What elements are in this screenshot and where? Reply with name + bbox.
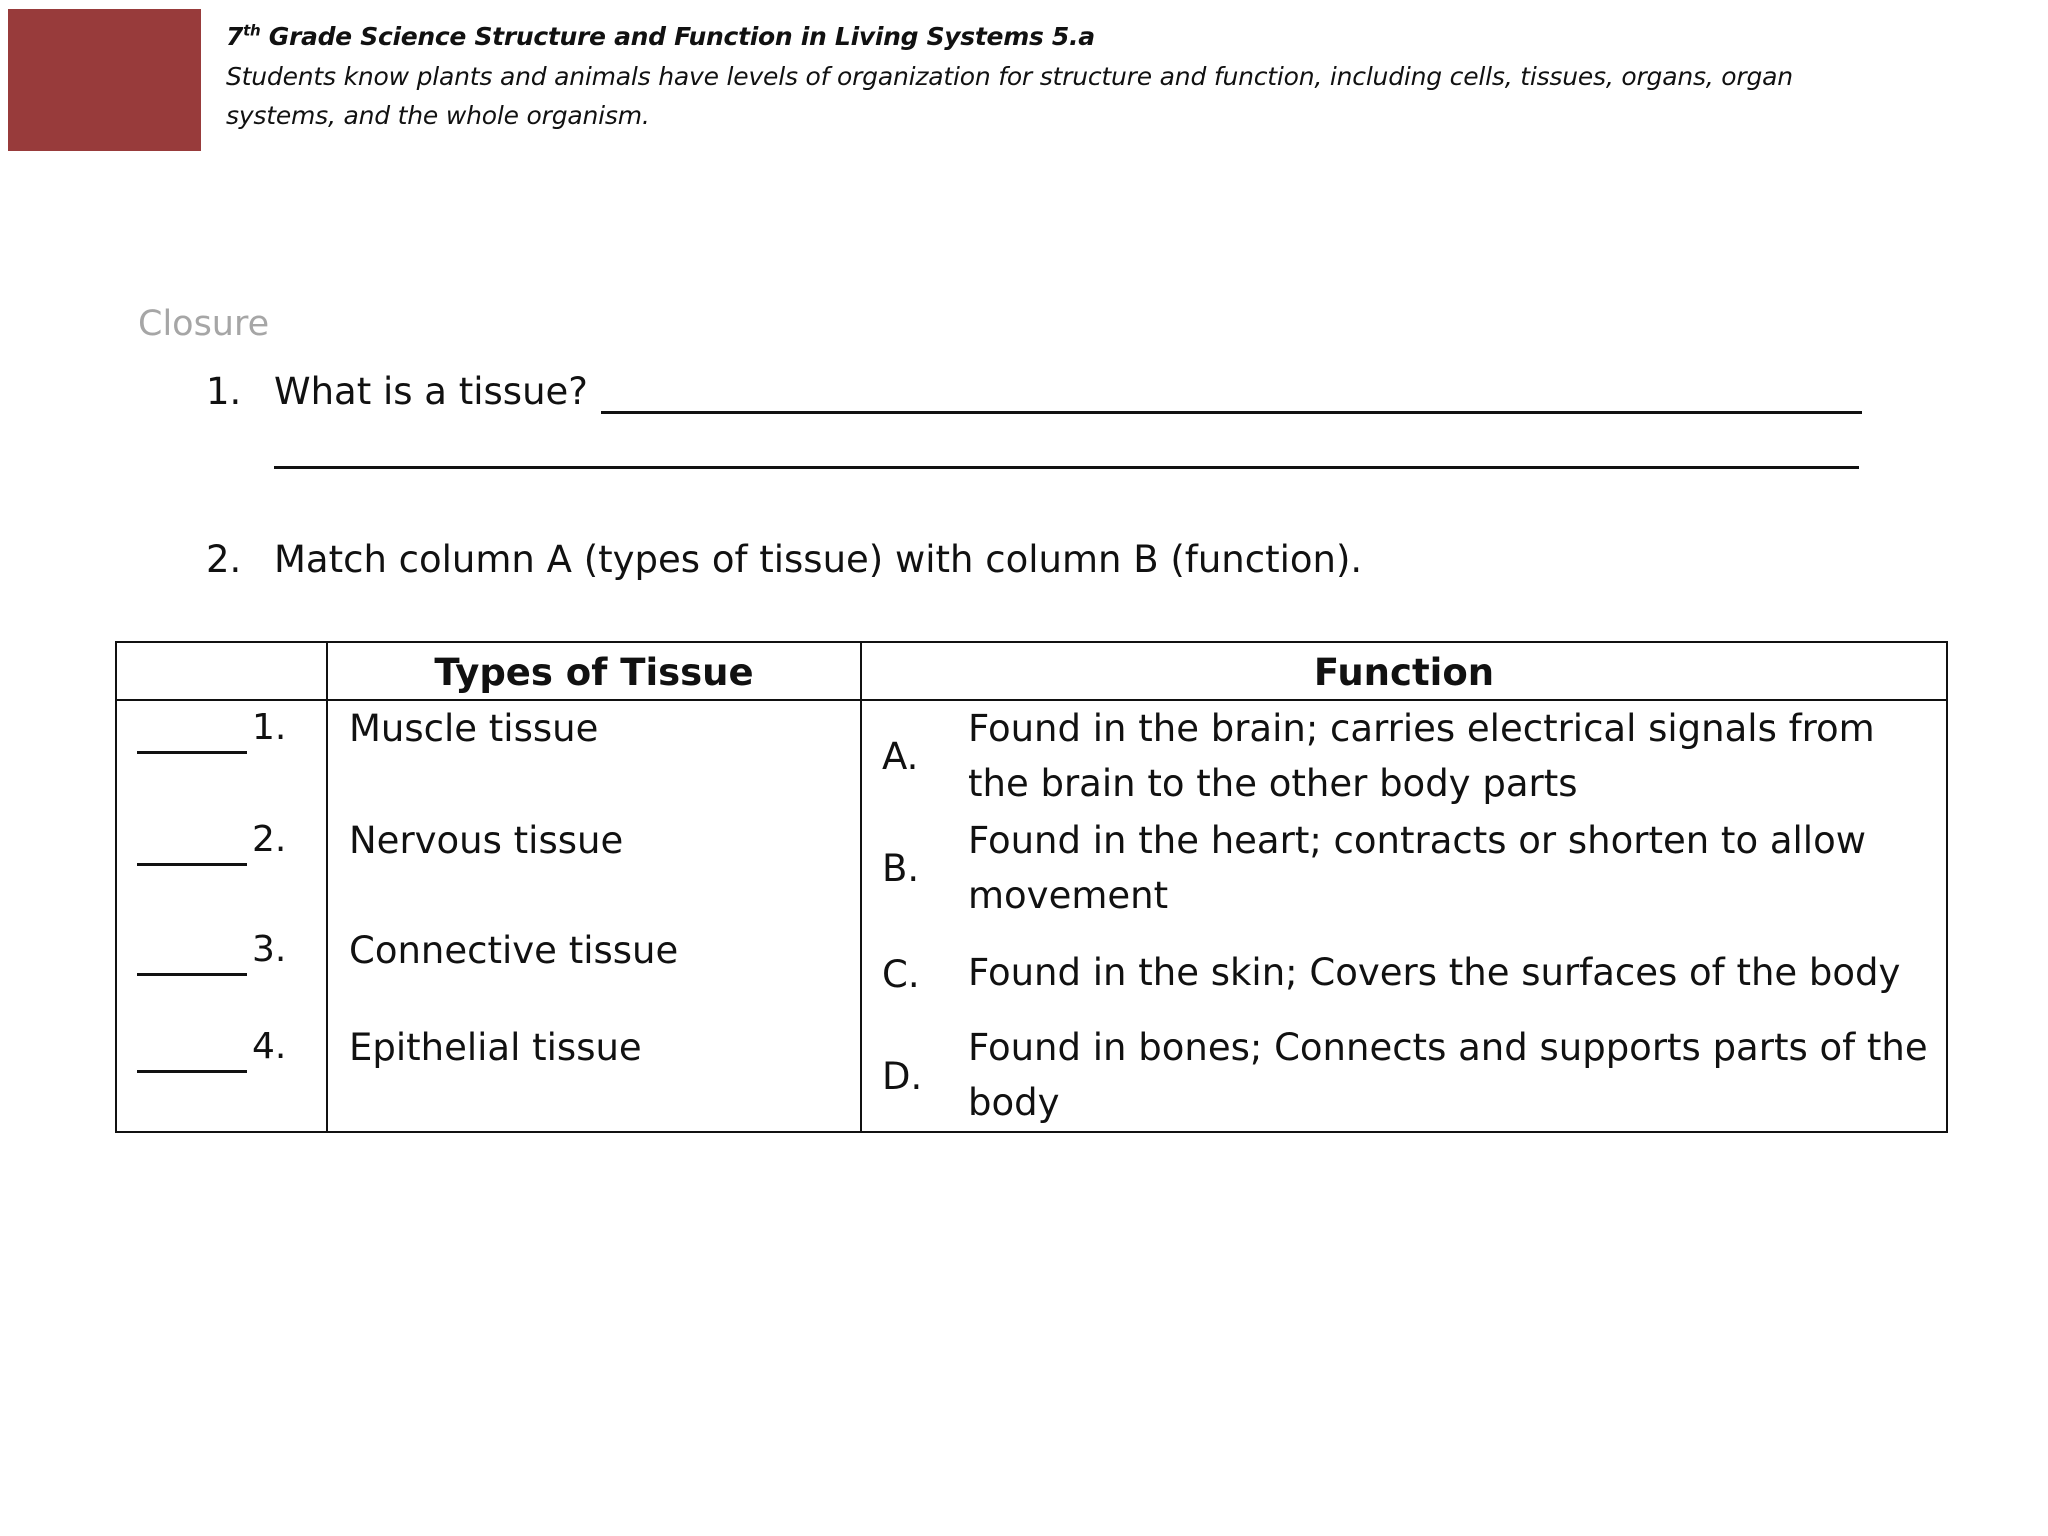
section-title: Closure [138, 304, 270, 344]
row-number: 2. [252, 819, 287, 860]
standard-title-superscript: th [243, 21, 261, 40]
tissue-type: Nervous tissue [349, 819, 624, 862]
column-header-types: Types of Tissue [434, 651, 754, 694]
row-number: 3. [252, 929, 287, 970]
standard-description-line-1: Students know plants and animals have levels of organization for structure and function, including cells, tissues, organs, organ [226, 62, 1793, 91]
function-letter: C. [882, 953, 920, 996]
question-text: Match column A (types of tissue) with column B (function). [274, 538, 1363, 581]
standard-description [226, 57, 1906, 135]
question-2 [206, 538, 1706, 588]
answer-blank[interactable] [137, 751, 247, 754]
function-text: Found in the heart; contracts or shorten to allow movement [968, 819, 1866, 917]
tissue-type: Epithelial tissue [349, 1026, 642, 1069]
function-text: Found in the skin; Covers the surfaces of the body [968, 951, 1901, 994]
answer-blank[interactable] [137, 973, 247, 976]
function-letter: D. [882, 1055, 923, 1098]
question-number: 1. [206, 370, 242, 413]
function-letter: B. [882, 847, 920, 890]
standard-title [226, 20, 1906, 54]
question-text: What is a tissue? [274, 370, 588, 413]
standard-title-text: Grade Science Structure and Function in Living Systems 5.a [260, 22, 1095, 51]
function-text: Found in the brain; carries electrical signals from the brain to the other body parts [968, 707, 1875, 805]
table-divider [860, 643, 862, 1131]
column-header-function: Function [1313, 651, 1495, 694]
matching-table [115, 641, 1948, 1133]
answer-blank[interactable] [137, 1070, 247, 1073]
standard-title-grade: 7 [226, 22, 244, 51]
question-number: 2. [206, 538, 242, 581]
tissue-type: Connective tissue [349, 929, 679, 972]
answer-blank[interactable] [137, 863, 247, 866]
tissue-type: Muscle tissue [349, 707, 599, 750]
document-header [226, 20, 1906, 135]
header-color-block [8, 9, 201, 151]
answer-line [274, 466, 1859, 469]
row-number: 1. [252, 707, 287, 748]
function-text: Found in bones; Connects and supports parts of the body [968, 1026, 1928, 1124]
standard-description-line-2: systems, and the whole organism. [226, 101, 650, 130]
answer-line [601, 411, 1862, 414]
row-number: 4. [252, 1026, 287, 1067]
function-letter: A. [882, 735, 919, 778]
table-divider [326, 643, 328, 1131]
